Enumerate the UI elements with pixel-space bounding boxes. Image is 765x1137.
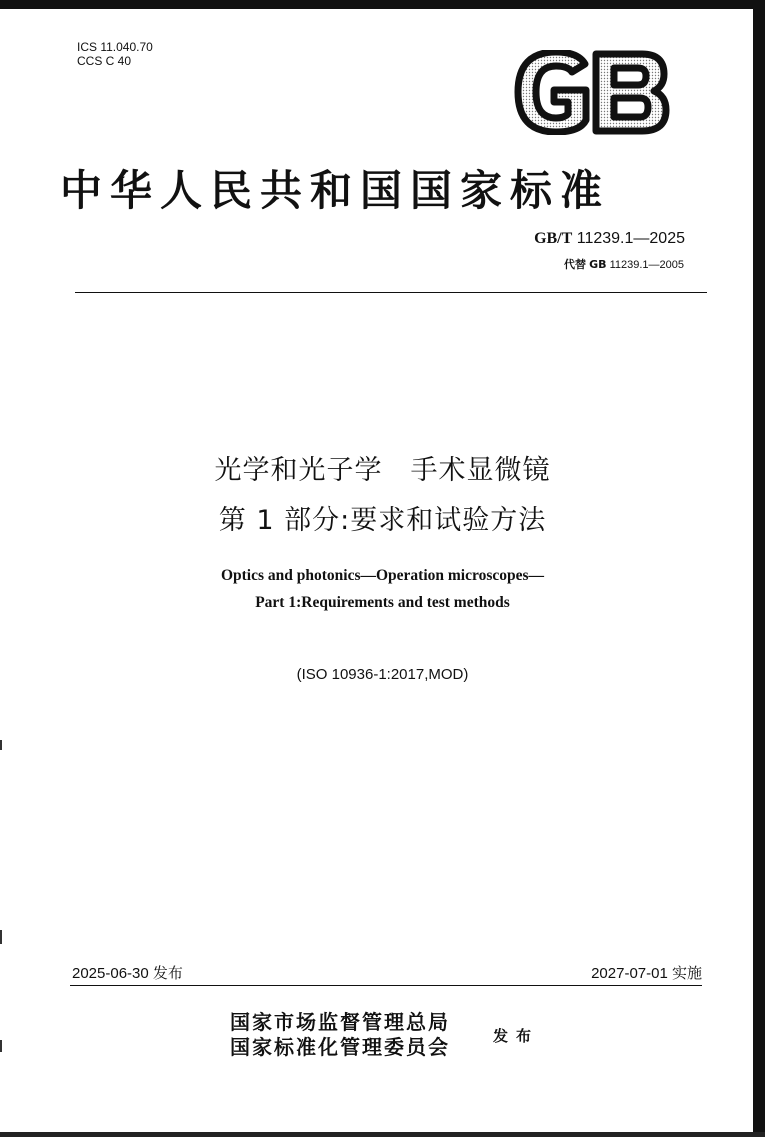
document-title-cn-line2: 第 1 部分:要求和试验方法 — [218, 505, 547, 536]
scan-mark — [0, 1040, 2, 1052]
replaces-label: 代替 — [564, 258, 587, 271]
footer-divider — [70, 985, 702, 986]
publish-date: 2025-06-30 发布 — [72, 965, 183, 982]
ccs-code: CCS C 40 — [77, 54, 132, 68]
scan-mark — [0, 740, 2, 750]
scan-border-top — [0, 0, 765, 9]
standard-number-value: 11239.1—2025 — [576, 230, 685, 247]
iso-reference: (ISO 10936-1:2017,MOD) — [296, 666, 469, 683]
replaces-standard — [564, 256, 684, 272]
scan-mark — [0, 930, 2, 944]
standard-number — [534, 230, 685, 248]
header-divider — [75, 292, 707, 293]
replaces-number: 11239.1—2005 — [609, 259, 684, 271]
document-title-en-line2: Part 1:Requirements and test methods — [255, 594, 510, 611]
ics-code: ICS 11.040.70 — [77, 40, 153, 54]
replaces-prefix: GB — [589, 258, 607, 271]
issue-verb: 发布 — [493, 1027, 540, 1045]
gb-national-standard-logo — [510, 50, 670, 135]
standard-number-prefix: GB/T — [534, 230, 573, 247]
document-title-en-line1: Optics and photonics—Operation microscopes— — [220, 567, 545, 584]
national-standard-title: 中华人民共和国国家标准 — [60, 166, 611, 215]
issuing-authorities — [230, 1010, 450, 1060]
implement-date: 2027-07-01 实施 — [591, 965, 702, 982]
issuer-samr: 国家市场监督管理总局 — [230, 1010, 450, 1034]
issuer-sac: 国家标准化管理委员会 — [230, 1035, 450, 1059]
document-title-cn-line1: 光学和光子学 手术显微镜 — [214, 455, 551, 486]
classification-codes — [77, 40, 153, 68]
scan-border-bottom — [0, 1132, 765, 1137]
